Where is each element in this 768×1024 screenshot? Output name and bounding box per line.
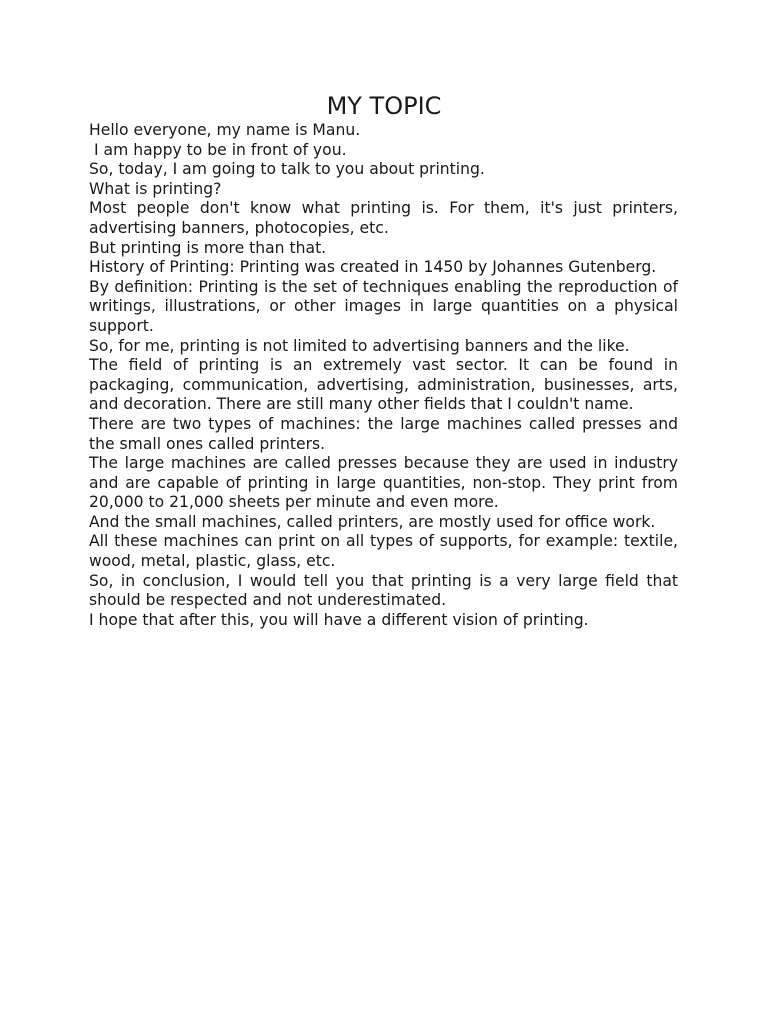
paragraph-closing: I hope that after this, you will have a different vision of printing. <box>89 610 589 629</box>
paragraph-conclusion: So, in conclusion, I would tell you that printing is a very large field that should be respected and not underestimated. <box>89 571 683 610</box>
paragraph-topic-intro: So, today, I am going to talk to you about printing. <box>89 160 485 179</box>
paragraph-more-than-that: But printing is more than that. <box>89 238 327 257</box>
paragraph-question: What is printing? <box>89 179 222 198</box>
paragraph-happy: I am happy to be in front of you. <box>89 140 347 159</box>
paragraph-vast-sector: The field of printing is an extremely vast sector. It can be found in packaging, communication, advertising, administration, businesses, arts, and decoration. There are still many other fields that I couldn't name. <box>89 356 683 414</box>
paragraph-presses: The large machines are called presses because they are used in industry and are capable of printing in large quantities, non-stop. They print from 20,000 to 21,000 sheets per minute and even more. <box>89 454 683 512</box>
paragraph-common-view: Most people don't know what printing is. For them, it's just printers, advertising banners, photocopies, etc. <box>89 199 683 237</box>
paragraph-greeting: Hello everyone, my name is Manu. <box>89 121 361 139</box>
paragraph-not-limited: So, for me, printing is not limited to advertising banners and the like. <box>89 336 630 355</box>
paragraph-machine-types: There are two types of machines: the large machines called presses and the small ones called printers. <box>89 414 683 453</box>
paragraph-supports: All these machines can print on all types of supports, for example: textile, wood, metal, plastic, glass, etc. <box>89 532 683 571</box>
paragraph-printers: And the small machines, called printers, are mostly used for office work. <box>89 512 656 531</box>
paragraph-history: History of Printing: Printing was created in 1450 by Johannes Gutenberg. <box>89 258 657 277</box>
paragraph-definition: By definition: Printing is the set of techniques enabling the reproduction of writings, illustrations, or other images in large quantities on a physical support. <box>89 277 683 335</box>
document-body <box>89 121 683 630</box>
page-title: MY TOPIC <box>326 92 442 120</box>
